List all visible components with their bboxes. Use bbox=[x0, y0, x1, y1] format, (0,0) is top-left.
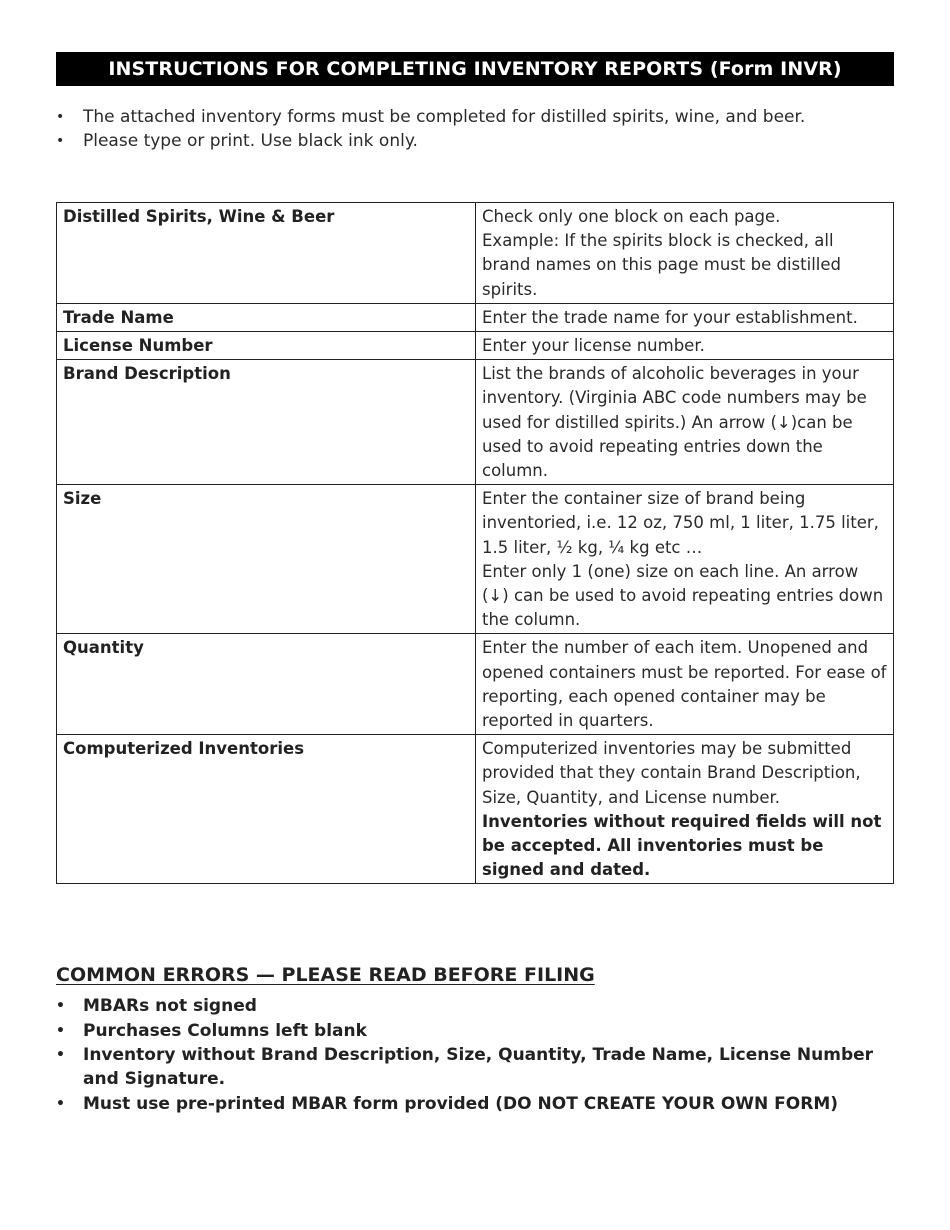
row-description-brand-description: List the brands of alcoholic beverages in your inventory. (Virginia ABC code numbers may be used for distilled spirits.) An arrow (↓)can be used to avoid repeating entries down the column. bbox=[476, 360, 894, 485]
intro-bullet-forms-required: • The attached inventory forms must be completed for distilled spirits, wine, and beer. bbox=[56, 105, 894, 129]
instructions-table bbox=[56, 202, 894, 884]
row-label-beverage-type: Distilled Spirits, Wine & Beer bbox=[57, 203, 476, 304]
common-errors-list bbox=[56, 994, 894, 1115]
row-description-quantity: Enter the number of each item. Unopened and opened containers must be reported. For ease of reporting, each opened container may be reported in quarters. bbox=[476, 634, 894, 735]
table-row-beverage-type bbox=[57, 203, 894, 304]
error-item-purchases-blank: • Purchases Columns left blank bbox=[56, 1019, 894, 1043]
beverage-type-example: Example: If the spirits block is checked, all brand names on this page must be distilled spirits. bbox=[482, 231, 841, 299]
common-errors-heading: COMMON ERRORS — PLEASE READ BEFORE FILING bbox=[56, 964, 595, 987]
table-row-brand-description bbox=[57, 360, 894, 485]
computerized-inventories-instruction: Computerized inventories may be submitted provided that they contain Brand Description, Size, Quantity, and License number. bbox=[482, 739, 861, 807]
size-one-per-line: Enter only 1 (one) size on each line. An arrow (↓) can be used to avoid repeating entries down the column. bbox=[482, 561, 884, 630]
instructions-page bbox=[56, 52, 894, 1116]
table-row-size bbox=[57, 485, 894, 634]
row-description-computerized-inventories bbox=[476, 735, 894, 884]
row-label-quantity: Quantity bbox=[57, 634, 476, 735]
table-row-license-number bbox=[57, 332, 894, 360]
row-label-computerized-inventories: Computerized Inventories bbox=[57, 735, 476, 884]
computerized-inventories-warning: Inventories without required fields will not be accepted. All inventories must be signed and dated. bbox=[482, 811, 882, 880]
size-instruction: Enter the container size of brand being inventoried, i.e. 12 oz, 750 ml, 1 liter, 1.75 liter, 1.5 liter, ½ kg, ¼ kg etc … bbox=[482, 489, 879, 557]
error-item-use-preprinted-form: • Must use pre-printed MBAR form provided (DO NOT CREATE YOUR OWN FORM) bbox=[56, 1092, 894, 1116]
row-description-license-number: Enter your license number. bbox=[476, 332, 894, 360]
error-item-mbars-not-signed: • MBARs not signed bbox=[56, 994, 894, 1018]
intro-bullet-black-ink: • Please type or print. Use black ink only. bbox=[56, 129, 894, 153]
row-description-size bbox=[476, 485, 894, 634]
error-item-missing-fields: • Inventory without Brand Description, Size, Quantity, Trade Name, License Number and Signature. bbox=[56, 1043, 894, 1092]
row-label-size: Size bbox=[57, 485, 476, 634]
table-row-trade-name bbox=[57, 303, 894, 331]
row-label-brand-description: Brand Description bbox=[57, 360, 476, 485]
table-row-quantity bbox=[57, 634, 894, 735]
beverage-type-instruction: Check only one block on each page. bbox=[482, 207, 781, 226]
row-label-trade-name: Trade Name bbox=[57, 303, 476, 331]
row-description-trade-name: Enter the trade name for your establishment. bbox=[476, 303, 894, 331]
page-title: INSTRUCTIONS FOR COMPLETING INVENTORY REPORTS (Form INVR) bbox=[56, 52, 894, 86]
row-label-license-number: License Number bbox=[57, 332, 476, 360]
row-description-beverage-type bbox=[476, 203, 894, 304]
table-row-computerized-inventories bbox=[57, 735, 894, 884]
intro-bullet-list bbox=[56, 105, 894, 153]
